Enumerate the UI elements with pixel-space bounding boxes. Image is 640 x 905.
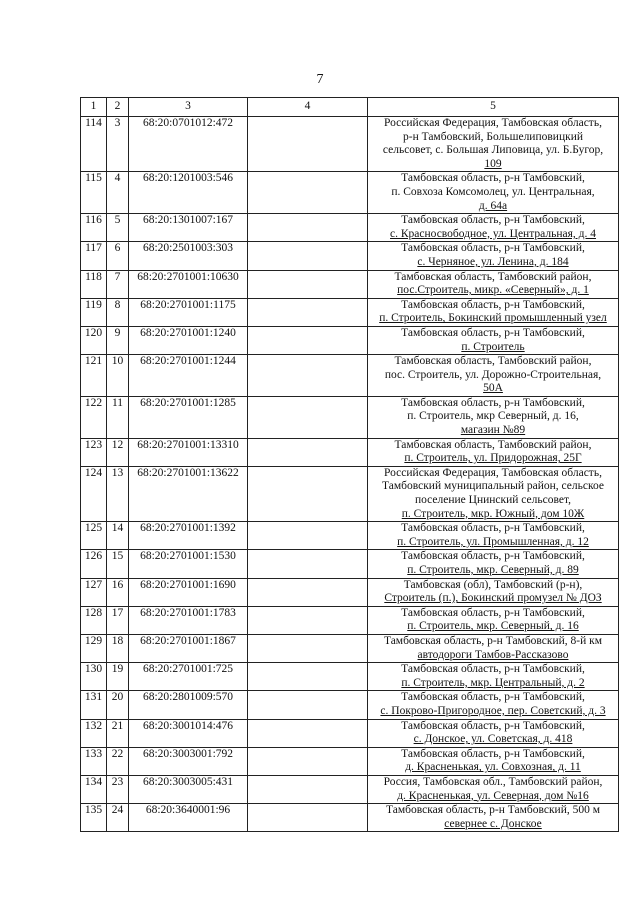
address-cell <box>368 466 619 521</box>
cadastral-number: 68:20:3001014:476 <box>129 719 248 747</box>
row-number: 134 <box>81 775 107 803</box>
cadastral-number: 68:20:2801009:570 <box>129 691 248 719</box>
row-number: 135 <box>81 804 107 832</box>
column-4-cell <box>248 242 368 270</box>
address-line: Тамбовская область, Тамбовский район, <box>394 438 592 451</box>
column-4-cell <box>248 634 368 662</box>
address-cell <box>368 550 619 578</box>
table-row <box>81 719 619 747</box>
row-number: 119 <box>81 298 107 326</box>
address-line: севернее с. Донское <box>444 817 542 830</box>
table-row <box>81 117 619 172</box>
address-line: автодороги Тамбов-Рассказово <box>417 648 569 661</box>
address-line: 109 <box>484 157 502 170</box>
page-number: 7 <box>316 72 324 87</box>
column-4-cell <box>248 804 368 832</box>
address-line: Тамбовская область, р-н Тамбовский, <box>401 522 585 535</box>
address-line: Тамбовская область, р-н Тамбовский, <box>401 550 585 563</box>
table-row <box>81 634 619 662</box>
address-line: п. Строитель, мкр. Северный, д. 16 <box>407 620 579 633</box>
address-cell <box>368 634 619 662</box>
address-line: с. Красносвободное, ул. Центральная, д. 4 <box>390 227 596 240</box>
address-line: п. Строитель, мкр. Северный, д. 89 <box>407 564 579 576</box>
table-row <box>81 396 619 438</box>
cadastral-number: 68:20:2701001:725 <box>129 663 248 691</box>
address-line: с. Донское, ул. Советская, д. 418 <box>413 733 573 746</box>
address-line: п. Строитель, ул. Промышленная, д. 12 <box>397 535 589 548</box>
row-subnumber: 3 <box>107 117 129 172</box>
column-4-cell <box>248 355 368 397</box>
column-4-cell <box>248 550 368 578</box>
table-row <box>81 214 619 242</box>
address-line: Тамбовская область, р-н Тамбовский, 500 м <box>386 804 600 817</box>
cadastral-number: 68:20:2701001:1175 <box>129 298 248 326</box>
column-4-cell <box>248 326 368 354</box>
header-col-2: 2 <box>107 98 129 117</box>
table-row <box>81 747 619 775</box>
row-subnumber: 14 <box>107 522 129 550</box>
row-number: 121 <box>81 355 107 397</box>
row-number: 132 <box>81 719 107 747</box>
address-cell <box>368 326 619 354</box>
cadastral-number: 68:20:3640001:96 <box>129 804 248 832</box>
column-4-cell <box>248 214 368 242</box>
table-row <box>81 355 619 397</box>
row-number: 117 <box>81 242 107 270</box>
address-line: Тамбовская область, р-н Тамбовский, <box>401 747 585 760</box>
row-number: 133 <box>81 747 107 775</box>
cadastral-number: 68:20:2701001:1530 <box>129 550 248 578</box>
table-row <box>81 438 619 466</box>
address-line: пос.Строитель, микр. «Северный», д. 1 <box>397 284 589 297</box>
cadastral-number: 68:20:2701001:1392 <box>129 522 248 550</box>
column-4-cell <box>248 172 368 214</box>
row-subnumber: 24 <box>107 804 129 832</box>
address-line: п. Совхоза Комсомолец, ул. Центральная, <box>391 185 595 198</box>
address-cell <box>368 355 619 397</box>
cadastral-number: 68:20:2701001:1240 <box>129 326 248 354</box>
address-line: поселение Цнинский сельсовет, <box>414 494 571 507</box>
address-line: п. Строитель, Бокинский промышленный узел <box>379 312 607 325</box>
row-number: 120 <box>81 326 107 354</box>
address-line: п. Строитель <box>461 340 525 353</box>
row-subnumber: 20 <box>107 691 129 719</box>
table-row <box>81 550 619 578</box>
address-line: с. Покрово-Пригородное, пер. Советский, д. 3 <box>380 704 606 717</box>
column-4-cell <box>248 663 368 691</box>
row-number: 115 <box>81 172 107 214</box>
header-col-3: 3 <box>129 98 248 117</box>
table-row <box>81 691 619 719</box>
header-col-5: 5 <box>368 98 619 117</box>
address-line: п. Строитель, мкр. Центральный, д. 2 <box>401 676 585 689</box>
address-line: Тамбовский муниципальный район, сельское <box>382 480 604 493</box>
address-cell <box>368 522 619 550</box>
address-line: Тамбовская область, р-н Тамбовский, 8-й км <box>383 634 603 647</box>
table-row <box>81 326 619 354</box>
cadastral-number: 68:20:2701001:13622 <box>129 466 248 521</box>
address-line: Российская Федерация, Тамбовская область, <box>384 117 602 129</box>
address-line: Тамбовская область, р-н Тамбовский, <box>401 242 585 255</box>
column-4-cell <box>248 747 368 775</box>
row-number: 125 <box>81 522 107 550</box>
table-body <box>81 117 619 832</box>
address-cell <box>368 396 619 438</box>
address-line: пос. Строитель, ул. Дорожно-Строительная, <box>384 368 602 381</box>
row-number: 126 <box>81 550 107 578</box>
header-row <box>81 98 619 117</box>
column-4-cell <box>248 438 368 466</box>
row-number: 118 <box>81 270 107 298</box>
cadastral-number: 68:20:3003005:431 <box>129 775 248 803</box>
row-subnumber: 19 <box>107 663 129 691</box>
row-number: 128 <box>81 606 107 634</box>
address-cell <box>368 719 619 747</box>
address-line: Тамбовская область, р-н Тамбовский, <box>401 298 585 311</box>
address-cell <box>368 214 619 242</box>
row-number: 129 <box>81 634 107 662</box>
column-4-cell <box>248 117 368 172</box>
column-4-cell <box>248 719 368 747</box>
address-line: д. 64а <box>478 199 508 212</box>
cadastral-number: 68:20:2701001:10630 <box>129 270 248 298</box>
address-line: Россия, Тамбовская обл., Тамбовский район, <box>383 775 603 788</box>
row-subnumber: 6 <box>107 242 129 270</box>
address-line: Тамбовская область, р-н Тамбовский, <box>401 719 585 732</box>
address-line: Тамбовская область, р-н Тамбовский, <box>401 172 585 185</box>
address-cell <box>368 691 619 719</box>
address-line: Строитель (п.), Бокинский промузел № ДОЗ <box>384 592 602 605</box>
cadastral-number: 68:20:2701001:1690 <box>129 578 248 606</box>
table-row <box>81 775 619 803</box>
cadastral-number: 68:20:2701001:1244 <box>129 355 248 397</box>
row-subnumber: 4 <box>107 172 129 214</box>
row-subnumber: 7 <box>107 270 129 298</box>
header-col-1: 1 <box>81 98 107 117</box>
address-line: п. Строитель, мкр. Южный, дом 10Ж <box>401 507 585 520</box>
table-row <box>81 663 619 691</box>
table-row <box>81 522 619 550</box>
address-line: сельсовет, с. Большая Липовица, ул. Б.Бугор, <box>382 144 604 157</box>
address-line: Тамбовская область, Тамбовский район, <box>394 270 592 283</box>
register-table <box>80 97 619 832</box>
address-line: Тамбовская область, р-н Тамбовский, <box>401 214 585 227</box>
address-line: п. Строитель, ул. Придорожная, 25Г <box>404 452 582 465</box>
address-cell <box>368 804 619 832</box>
row-subnumber: 21 <box>107 719 129 747</box>
table-row <box>81 804 619 832</box>
row-subnumber: 22 <box>107 747 129 775</box>
row-number: 114 <box>81 117 107 172</box>
address-cell <box>368 298 619 326</box>
row-subnumber: 9 <box>107 326 129 354</box>
table-row <box>81 242 619 270</box>
address-line: п. Строитель, мкр Северный, д. 16, <box>407 410 579 423</box>
cadastral-number: 68:20:2501003:303 <box>129 242 248 270</box>
table-row <box>81 466 619 521</box>
table-row <box>81 578 619 606</box>
table-row <box>81 298 619 326</box>
column-4-cell <box>248 578 368 606</box>
row-subnumber: 8 <box>107 298 129 326</box>
row-subnumber: 13 <box>107 466 129 521</box>
address-cell <box>368 438 619 466</box>
row-number: 124 <box>81 466 107 521</box>
cadastral-number: 68:20:1301007:167 <box>129 214 248 242</box>
address-line: Тамбовская область, р-н Тамбовский, <box>401 606 585 619</box>
address-line: Тамбовская область, р-н Тамбовский, <box>401 326 585 339</box>
cadastral-number: 68:20:2701001:1867 <box>129 634 248 662</box>
table-row <box>81 270 619 298</box>
cadastral-number: 68:20:1201003:546 <box>129 172 248 214</box>
row-subnumber: 18 <box>107 634 129 662</box>
address-line: с. Черняное, ул. Ленина, д. 184 <box>417 255 569 268</box>
address-cell <box>368 172 619 214</box>
address-line: Тамбовская область, р-н Тамбовский, <box>401 663 585 676</box>
address-cell <box>368 775 619 803</box>
address-cell <box>368 663 619 691</box>
address-cell <box>368 747 619 775</box>
row-number: 131 <box>81 691 107 719</box>
address-cell <box>368 242 619 270</box>
row-subnumber: 10 <box>107 355 129 397</box>
table-row <box>81 172 619 214</box>
table-row <box>81 606 619 634</box>
column-4-cell <box>248 396 368 438</box>
address-line: 50А <box>483 382 503 395</box>
cadastral-number: 68:20:2701001:1285 <box>129 396 248 438</box>
cadastral-number: 68:20:0701012:472 <box>129 117 248 172</box>
address-line: Российская Федерация, Тамбовская область, <box>384 466 602 479</box>
cadastral-number: 68:20:2701001:13310 <box>129 438 248 466</box>
address-line: р-н Тамбовский, Большелиповицкий <box>402 130 584 143</box>
address-cell <box>368 606 619 634</box>
cadastral-number: 68:20:3003001:792 <box>129 747 248 775</box>
row-subnumber: 15 <box>107 550 129 578</box>
column-4-cell <box>248 775 368 803</box>
column-4-cell <box>248 270 368 298</box>
row-number: 122 <box>81 396 107 438</box>
address-line: магазин №89 <box>460 424 526 437</box>
address-line: Тамбовская область, р-н Тамбовский, <box>401 691 585 704</box>
row-subnumber: 17 <box>107 606 129 634</box>
row-subnumber: 23 <box>107 775 129 803</box>
address-cell <box>368 578 619 606</box>
row-number: 123 <box>81 438 107 466</box>
column-4-cell <box>248 466 368 521</box>
column-4-cell <box>248 298 368 326</box>
header-col-4: 4 <box>248 98 368 117</box>
row-number: 116 <box>81 214 107 242</box>
address-line: Тамбовская область, Тамбовский район, <box>394 355 592 368</box>
column-4-cell <box>248 691 368 719</box>
cadastral-number: 68:20:2701001:1783 <box>129 606 248 634</box>
address-line: д. Красненькая, ул. Северная, дом №16 <box>397 789 589 802</box>
row-subnumber: 11 <box>107 396 129 438</box>
column-4-cell <box>248 522 368 550</box>
row-subnumber: 5 <box>107 214 129 242</box>
column-4-cell <box>248 606 368 634</box>
row-subnumber: 16 <box>107 578 129 606</box>
address-cell <box>368 270 619 298</box>
address-line: д. Красненькая, ул. Совхозная, д. 11 <box>405 761 581 774</box>
address-cell <box>368 117 619 172</box>
address-line: Тамбовская область, р-н Тамбовский, <box>401 396 585 409</box>
row-number: 130 <box>81 663 107 691</box>
row-subnumber: 12 <box>107 438 129 466</box>
address-line: Тамбовская (обл), Тамбовский (р-н), <box>403 578 583 591</box>
row-number: 127 <box>81 578 107 606</box>
